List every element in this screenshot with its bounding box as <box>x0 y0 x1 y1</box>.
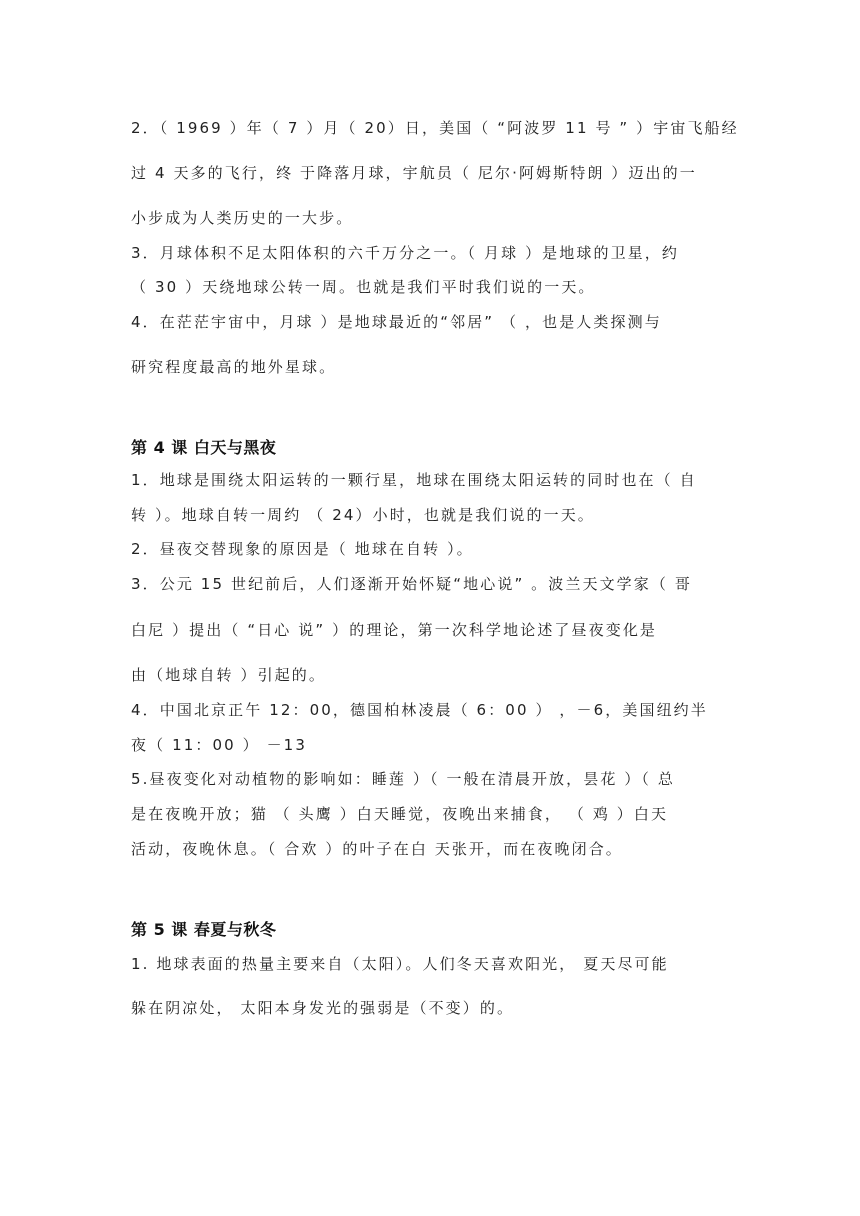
text-line: 白尼 ）提出（ “日心 说” ）的理论，第一次科学地论述了昼夜变化是 <box>131 621 658 639</box>
text-line: 3．公元 15 世纪前后，人们逐渐开始怀疑“地心说” 。波兰天文学家（ 哥 <box>131 575 692 593</box>
text-line: 躲在阴凉处， 太阳本身发光的强弱是（不变）的。 <box>131 999 515 1017</box>
text-line: 1. 地球表面的热量主要来自（太阳）。人们冬天喜欢阳光， 夏天尽可能 <box>131 955 669 973</box>
text-line: 4．在茫茫宇宙中，月球 ）是地球最近的“邻居” （ ，也是人类探测与 <box>131 313 662 331</box>
text-line: 活动，夜晚休息。（ 合欢 ）的叶子在白 天张开，而在夜晚闭合。 <box>131 840 623 858</box>
text-line: （ 30 ）天绕地球公转一周。也就是我们平时我们说的一天。 <box>131 278 596 296</box>
text-line: 2．昼夜交替现象的原因是（ 地球在自转 ）。 <box>131 540 474 558</box>
text-line: 5.昼夜变化对动植物的影响如：睡莲 ）（ 一般在清晨开放，昙花 ）（ 总 <box>131 770 675 788</box>
text-line: 由（地球自转 ）引起的。 <box>131 666 326 684</box>
lesson-4-heading: 第 4 课 白天与黑夜 <box>131 438 277 457</box>
text-line: 小步成为人类历史的一大步。 <box>131 209 354 227</box>
text-line: 1．地球是围绕太阳运转的一颗行星，地球在围绕太阳运转的同时也在（ 自 <box>131 471 697 489</box>
text-line: 转 ）。地球自转一周约 （ 24）小时，也就是我们说的一天。 <box>131 506 595 524</box>
lesson-5-heading: 第 5 课 春夏与秋冬 <box>131 920 277 939</box>
text-line: 研究程度最高的地外星球。 <box>131 358 337 376</box>
text-line: 过 4 天多的飞行，终 于降落月球，宇航员（ 尼尔·阿姆斯特朗 ）迈出的一 <box>131 164 697 182</box>
text-line: 是在夜晚开放；猫 （ 头鹰 ）白天睡觉，夜晚出来捕食， （ 鸡 ）白天 <box>131 805 669 823</box>
text-line: 夜（ 11：00 ） －13 <box>131 736 307 754</box>
text-line: 4．中国北京正午 12：00，德国柏林凌晨（ 6：00 ） ，－6，美国纽约半 <box>131 701 708 719</box>
text-line: 2．（ 1969 ）年（ 7 ）月（ 20）日，美国（ “阿波罗 11 号 ” ）宇宙飞船经 <box>131 119 739 137</box>
text-line: 3．月球体积不足太阳体积的六千万分之一。（ 月球 ）是地球的卫星，约 <box>131 244 679 262</box>
